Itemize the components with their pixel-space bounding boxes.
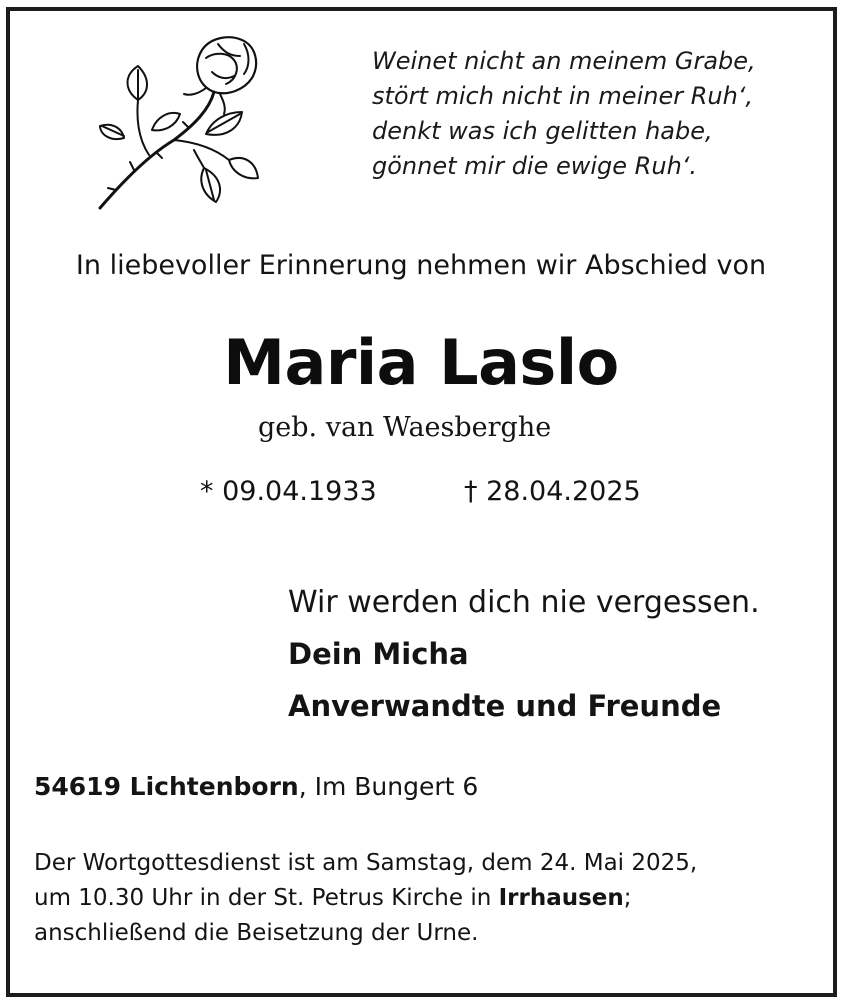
service-punctuation: ;	[623, 885, 632, 911]
death-date: † 28.04.2025	[464, 476, 641, 507]
service-line: anschließend die Beisetzung der Urne.	[34, 920, 479, 946]
address	[34, 772, 478, 801]
poem-line: gönnet mir die ewige Ruh‘.	[372, 152, 698, 180]
rose-icon	[94, 30, 264, 215]
closing-line: Wir werden dich nie vergessen.	[288, 585, 760, 620]
mourner-relatives: Anverwandte und Freunde	[288, 689, 722, 723]
poem-line: Weinet nicht an meinem Grabe,	[372, 47, 756, 75]
deceased-name: Maria Laslo	[223, 326, 619, 399]
poem-line: stört mich nicht in meiner Ruh‘,	[372, 82, 754, 110]
poem	[372, 44, 812, 184]
service-text: um 10.30 Uhr in der St. Petrus Kirche in	[34, 885, 499, 911]
service-place: Irrhausen	[498, 885, 624, 911]
poem-line: denkt was ich gelitten habe,	[372, 117, 713, 145]
birth-date: * 09.04.1933	[200, 476, 377, 507]
service-line	[34, 881, 819, 916]
intro-text: In liebevoller Erinnerung nehmen wir Abschied von	[75, 250, 767, 281]
service-info	[34, 846, 819, 951]
signature-block	[288, 578, 760, 732]
mourner-name: Dein Micha	[288, 637, 469, 671]
service-line: Der Wortgottesdienst ist am Samstag, dem 24. Mai 2025,	[34, 850, 698, 876]
maiden-name: geb. van Waesberghe	[258, 412, 552, 443]
address-street: , Im Bungert 6	[298, 772, 479, 801]
address-city: 54619 Lichtenborn	[34, 772, 299, 801]
